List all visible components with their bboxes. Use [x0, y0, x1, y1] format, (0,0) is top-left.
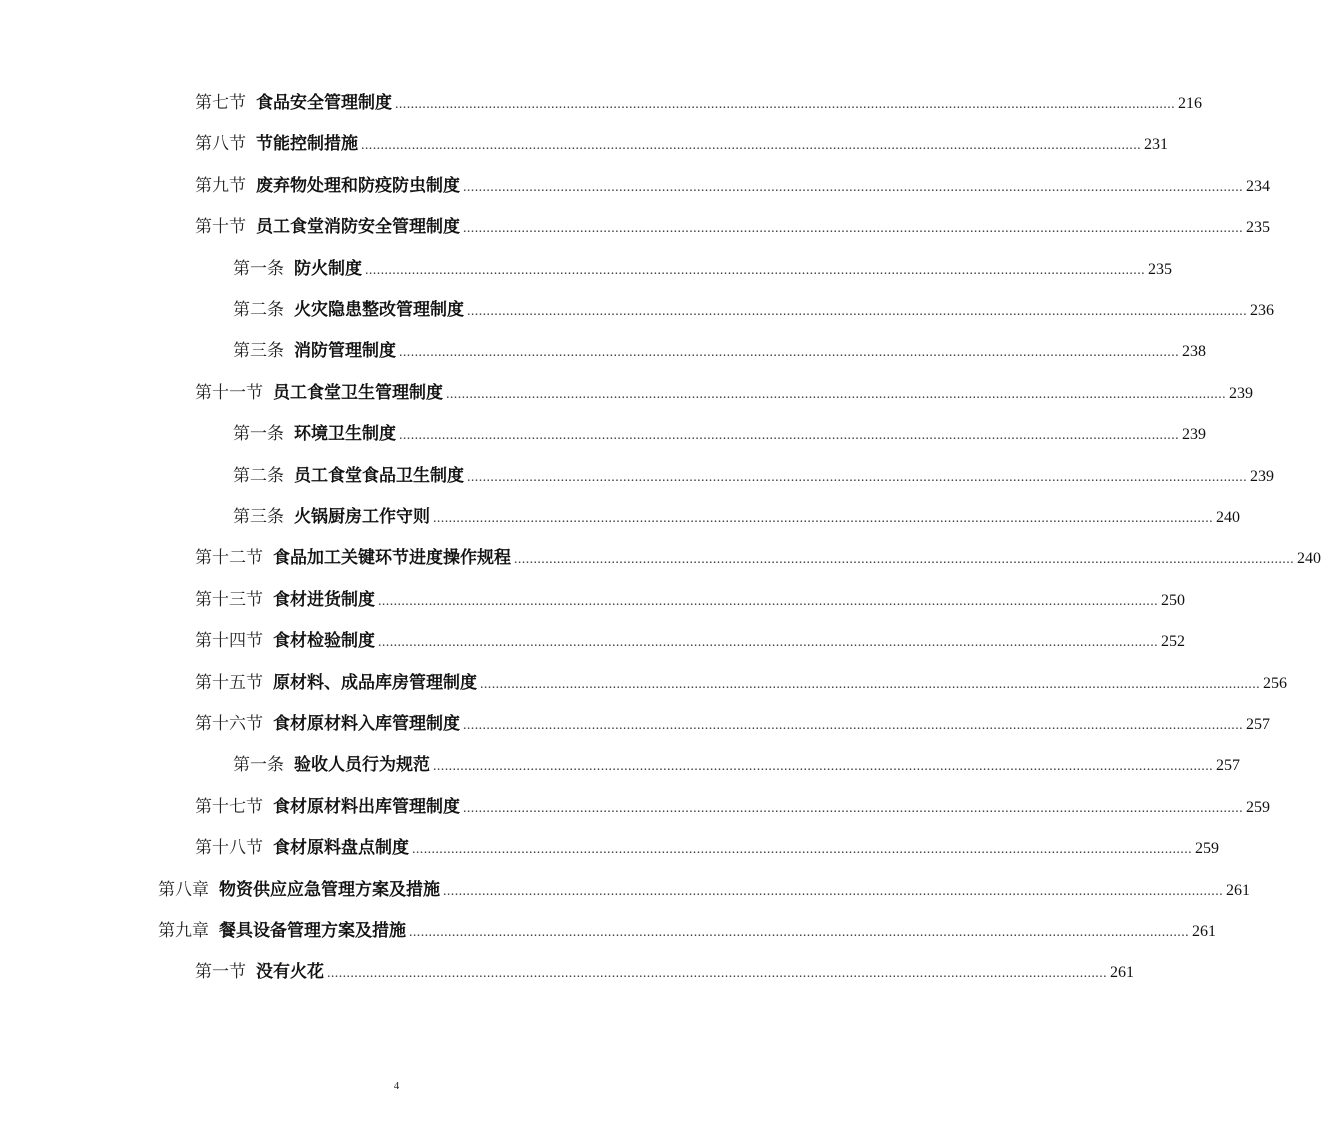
toc-entry-number: 第二条 [233, 465, 284, 486]
toc-entry-number: 第一条 [233, 755, 284, 776]
toc-entry-page: 231 [1144, 136, 1168, 154]
toc-entry-page: 250 [1161, 591, 1185, 609]
toc-entry-title: 物资供应应急管理方案及措施 [219, 879, 440, 900]
toc-entry-number: 第七节 [195, 93, 246, 113]
toc-entry-number: 第三条 [233, 341, 284, 362]
dot-leader: ........................................................................................................................................................................................................ [327, 966, 1107, 982]
dot-leader: ........................................................................................................................................................................................................ [463, 221, 1243, 237]
toc-entry[interactable] [233, 254, 1172, 284]
dot-leader: ........................................................................................................................................................................................................ [433, 511, 1213, 526]
toc-entry-number: 第十一节 [195, 382, 263, 403]
toc-entry-number: 第八节 [195, 134, 246, 155]
toc-entry-title: 食材原材料出库管理制度 [273, 796, 460, 817]
toc-entry-page: 257 [1216, 757, 1240, 775]
toc-entry[interactable] [233, 295, 1274, 325]
toc-entry[interactable] [195, 709, 1270, 739]
toc-entry-title: 火锅厨房工作守则 [294, 507, 430, 527]
toc-entry-page: 261 [1192, 923, 1216, 940]
toc-entry-title: 环境卫生制度 [294, 424, 396, 445]
toc-entry-title: 验收人员行为规范 [294, 755, 430, 776]
dot-leader: ........................................................................................................................................................................................................ [467, 304, 1247, 319]
toc-entry-page: 239 [1229, 384, 1253, 402]
toc-entry[interactable] [233, 419, 1206, 449]
toc-entry-title: 火灾隐患整改管理制度 [294, 300, 464, 320]
toc-entry[interactable] [233, 750, 1240, 780]
toc-entry-page: 259 [1246, 798, 1270, 816]
toc-entry[interactable] [195, 212, 1270, 242]
toc-entry-page: 259 [1195, 840, 1219, 858]
toc-entry-number: 第二条 [233, 300, 284, 320]
toc-entry-number: 第十七节 [195, 796, 263, 817]
toc-entry-page: 236 [1250, 302, 1274, 319]
toc-entry[interactable] [158, 875, 1250, 905]
toc-entry[interactable] [195, 626, 1185, 656]
dot-leader: ........................................................................................................................................................................................................ [395, 97, 1175, 112]
toc-entry-page: 238 [1182, 343, 1206, 361]
toc-entry-number: 第九章 [158, 921, 209, 941]
toc-entry[interactable] [195, 543, 1321, 573]
toc-entry-page: 235 [1246, 219, 1270, 237]
toc-entry[interactable] [195, 88, 1202, 118]
toc-entry-title: 食材检验制度 [273, 631, 375, 652]
toc-entry-page: 240 [1216, 509, 1240, 526]
dot-leader: ........................................................................................................................................................................................................ [480, 676, 1260, 692]
dot-leader: ........................................................................................................................................................................................................ [443, 883, 1223, 899]
toc-entry[interactable] [233, 336, 1206, 366]
toc-entry-number: 第十四节 [195, 631, 263, 652]
toc-entry-title: 食材进货制度 [273, 589, 375, 610]
toc-entry-title: 餐具设备管理方案及措施 [219, 921, 406, 941]
toc-entry[interactable] [195, 585, 1185, 615]
dot-leader: ........................................................................................................................................................................................................ [433, 759, 1213, 775]
toc-entry-title: 食品安全管理制度 [256, 93, 392, 113]
toc-entry-title: 食材原材料入库管理制度 [273, 714, 460, 734]
toc-entry-title: 防火制度 [294, 258, 362, 279]
toc-entry-page: 252 [1161, 633, 1185, 651]
toc-entry-page: 234 [1246, 177, 1270, 195]
toc-entry-number: 第一条 [233, 424, 284, 445]
toc-entry-number: 第三条 [233, 507, 284, 527]
dot-leader: ........................................................................................................................................................................................................ [446, 386, 1226, 402]
toc-entry-title: 员工食堂消防安全管理制度 [256, 217, 460, 238]
toc-entry-page: 261 [1110, 964, 1134, 982]
toc-entry-page: 235 [1148, 260, 1172, 278]
toc-entry-number: 第十三节 [195, 589, 263, 610]
dot-leader: ........................................................................................................................................................................................................ [467, 469, 1247, 485]
toc-entry-title: 消防管理制度 [294, 341, 396, 362]
page-number: 4 [393, 1080, 400, 1092]
toc-entry[interactable] [195, 378, 1253, 408]
toc-entry-number: 第一条 [233, 258, 284, 279]
dot-leader: ........................................................................................................................................................................................................ [412, 842, 1192, 858]
dot-leader: ........................................................................................................................................................................................................ [378, 635, 1158, 651]
toc-entry-page: 256 [1263, 674, 1287, 692]
dot-leader: ........................................................................................................................................................................................................ [463, 179, 1243, 195]
toc-entry[interactable] [233, 502, 1240, 532]
toc-entry[interactable] [195, 668, 1287, 698]
toc-entry[interactable] [158, 916, 1216, 946]
dot-leader: ........................................................................................................................................................................................................ [365, 262, 1145, 278]
toc-entry-number: 第十六节 [195, 714, 263, 734]
dot-leader: ........................................................................................................................................................................................................ [514, 552, 1294, 568]
toc-entry[interactable] [195, 129, 1168, 159]
dot-leader: ........................................................................................................................................................................................................ [361, 138, 1141, 154]
toc-entry-title: 食材原料盘点制度 [273, 838, 409, 859]
toc-entry-title: 员工食堂食品卫生制度 [294, 465, 464, 486]
toc-entry-number: 第十二节 [195, 548, 263, 569]
toc-entry-page: 216 [1178, 95, 1202, 112]
dot-leader: ........................................................................................................................................................................................................ [378, 593, 1158, 609]
toc-entry-title: 食品加工关键环节进度操作规程 [273, 548, 511, 569]
toc-entry-page: 239 [1182, 426, 1206, 444]
toc-entry-number: 第十八节 [195, 838, 263, 859]
toc-entry-title: 没有火花 [256, 962, 324, 983]
dot-leader: ........................................................................................................................................................................................................ [399, 428, 1179, 444]
toc-entry-title: 原材料、成品库房管理制度 [273, 672, 477, 693]
toc-entry[interactable] [195, 171, 1270, 201]
dot-leader: ........................................................................................................................................................................................................ [463, 800, 1243, 816]
toc-entry-page: 239 [1250, 467, 1274, 485]
toc-entry[interactable] [195, 957, 1134, 987]
toc-entry-number: 第十五节 [195, 672, 263, 693]
toc-entry-number: 第十节 [195, 217, 246, 238]
toc-entry-page: 240 [1297, 550, 1321, 568]
toc-entry-number: 第九节 [195, 175, 246, 196]
toc-entry-title: 废弃物处理和防疫防虫制度 [256, 175, 460, 196]
toc-entry-title: 节能控制措施 [256, 134, 358, 155]
dot-leader: ........................................................................................................................................................................................................ [409, 925, 1189, 940]
toc-entry-number: 第八章 [158, 879, 209, 900]
toc-entry-page: 261 [1226, 881, 1250, 899]
dot-leader: ........................................................................................................................................................................................................ [463, 718, 1243, 733]
toc-entry[interactable] [195, 833, 1219, 863]
toc-entry[interactable] [233, 461, 1274, 491]
toc-entry[interactable] [195, 792, 1270, 822]
toc-entry-number: 第一节 [195, 962, 246, 983]
toc-entry-title: 员工食堂卫生管理制度 [273, 382, 443, 403]
toc-entry-page: 257 [1246, 716, 1270, 733]
dot-leader: ........................................................................................................................................................................................................ [399, 345, 1179, 361]
